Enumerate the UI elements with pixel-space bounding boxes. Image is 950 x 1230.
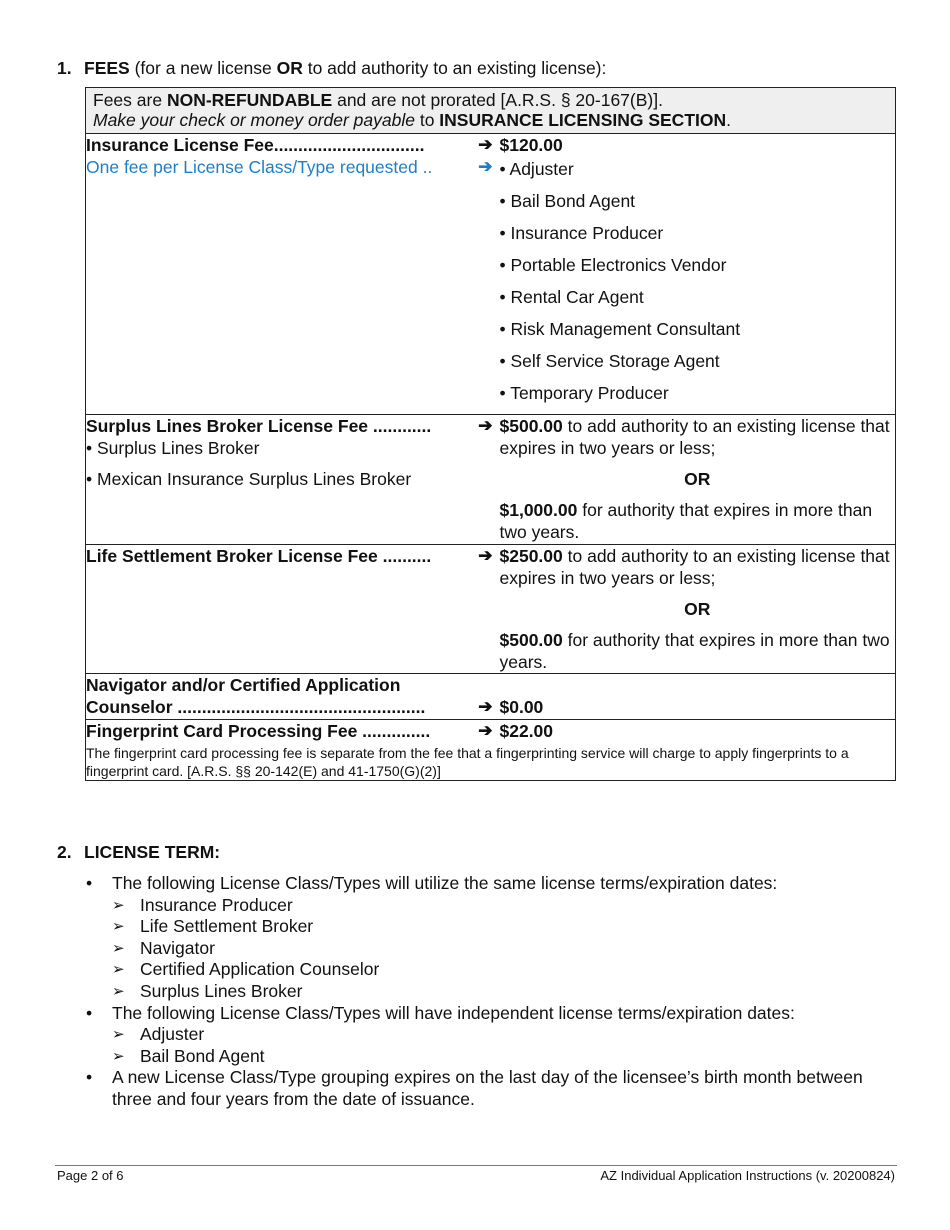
life-settlement-fee-label: Life Settlement Broker License Fee .......... ➔ (86, 545, 500, 567)
life-settlement-fee-row (86, 545, 896, 674)
list-item: • Self Service Storage Agent (500, 350, 896, 372)
arrow-right-icon: ➔ (478, 721, 493, 740)
list-item: • Rental Car Agent (500, 286, 896, 308)
footer-divider (55, 1165, 897, 1166)
section-number: 2. (57, 842, 72, 862)
list-item: ➢ Life Settlement Broker (85, 916, 885, 938)
list-item: • Portable Electronics Vendor (500, 254, 896, 276)
or-separator: OR (684, 469, 711, 489)
arrow-right-icon: ➔ (478, 697, 493, 716)
section-2-heading (57, 841, 220, 863)
fingerprint-fee-label: Fingerprint Card Processing Fee .............. ➔ (86, 720, 500, 742)
arrow-right-icon: ➔ (478, 546, 493, 565)
section-title: LICENSE TERM: (84, 842, 221, 862)
insurance-fee-label: Insurance License Fee............................... ➔ (86, 134, 500, 156)
license-term-list (85, 873, 885, 1111)
license-type-list (500, 158, 896, 404)
insurance-fee-row (86, 134, 896, 415)
fingerprint-fee-row (86, 720, 896, 745)
list-item: ➢ Navigator (85, 938, 885, 960)
surplus-fee-option-2: $1,000.00 for authority that expires in more than two years. (499, 500, 873, 542)
life-fee-option-2: $500.00 for authority that expires in more than two years. (499, 630, 890, 672)
navigator-fee-amount: $0.00 (499, 697, 544, 717)
navigator-fee-label-line2: Counselor ................................................... ➔ (86, 696, 500, 718)
list-item: • The following License Class/Types will utilize the same license terms/expiration dates: (85, 873, 885, 895)
list-item: • Risk Management Consultant (500, 318, 896, 340)
list-item: • A new License Class/Type grouping expires on the last day of the licensee’s birth month between three and four years from the date of issuance. (85, 1067, 885, 1110)
section-number: 1. (57, 58, 72, 78)
insurance-fee-amount: $120.00 (499, 135, 563, 155)
list-item: ➢ Surplus Lines Broker (85, 981, 885, 1003)
list-item: • Surplus Lines Broker (86, 437, 500, 459)
footer-page-number: Page 2 of 6 (57, 1168, 124, 1183)
footer-doc-title: AZ Individual Application Instructions (v. 20200824) (600, 1168, 895, 1183)
arrow-right-icon: ➔ (478, 157, 493, 176)
surplus-fee-label: Surplus Lines Broker License Fee ............ ➔ (86, 415, 500, 437)
fingerprint-fee-amount: $22.00 (499, 721, 554, 741)
navigator-fee-row (86, 674, 896, 720)
list-item: ➢ Bail Bond Agent (85, 1046, 885, 1068)
list-item: • Adjuster (500, 158, 896, 180)
section-title: FEES (84, 58, 130, 78)
surplus-fee-row (86, 415, 896, 545)
list-item: • The following License Class/Types will have independent license terms/expiration dates: (85, 1003, 885, 1025)
list-item: ➢ Adjuster (85, 1024, 885, 1046)
list-item: ➢ Insurance Producer (85, 895, 885, 917)
list-item: • Temporary Producer (500, 382, 896, 404)
section-1-heading: 1. FEES (for a new license OR to add authority to an existing license): (57, 58, 607, 78)
arrow-right-icon: ➔ (478, 135, 493, 154)
list-item: • Mexican Insurance Surplus Lines Broker (86, 468, 500, 490)
surplus-fee-option-1: $500.00 to add authority to an existing license that expires in two years or less; (499, 416, 890, 458)
arrow-right-icon: ➔ (478, 416, 493, 435)
life-fee-option-1: $250.00 to add authority to an existing license that expires in two years or less; (499, 546, 890, 588)
list-item: • Bail Bond Agent (500, 190, 896, 212)
or-separator: OR (684, 599, 711, 619)
list-item: • Insurance Producer (500, 222, 896, 244)
navigator-fee-label-line1: Navigator and/or Certified Application (86, 675, 401, 695)
list-item: ➢ Certified Application Counselor (85, 959, 885, 981)
fee-table (85, 87, 896, 781)
fingerprint-note: The fingerprint card processing fee is separate from the fee that a fingerprinting service will charge to apply fingerprints to a fingerprint card. [A.R.S. §§ 20-142(E) and 41-1750(G)(2)] (86, 744, 896, 781)
fee-note: Fees are NON-REFUNDABLE and are not prorated [A.R.S. § 20-167(B)]. Make your check or money order payable to INSURANCE LICENSING SECTION. (86, 88, 896, 134)
insurance-fee-sublabel: One fee per License Class/Type requested .. ➔ (86, 156, 500, 178)
